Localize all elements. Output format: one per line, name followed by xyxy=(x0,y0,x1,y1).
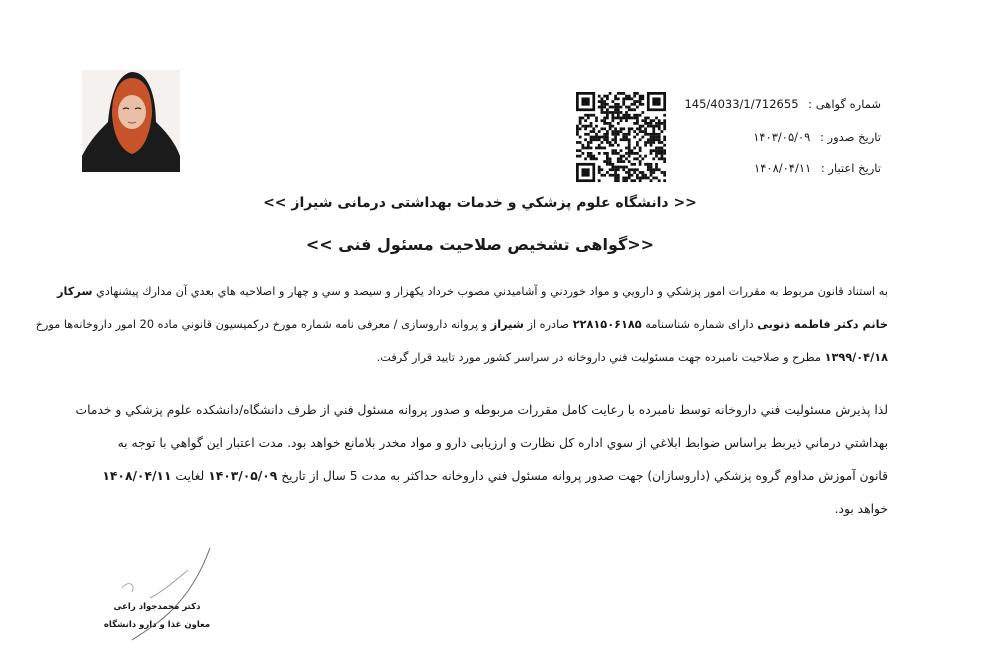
p2-l3-text: قانون آموزش مداوم گروه پزشكي (داروسازان) جهت صدور پروانه مسئول فني داروخانه حداكثر به مدت 5 سال از تاریخ xyxy=(281,469,888,483)
applicant-photo xyxy=(82,70,180,172)
commission-date: ۱۳۹۹/۰۴/۱۸ xyxy=(824,351,888,364)
certificate-number-value: 145/4033/1/712655 xyxy=(684,97,799,111)
signature-block xyxy=(92,540,222,645)
paragraph-1-line-3 xyxy=(70,341,888,374)
signer-role: معاون غذا و دارو دانشگاه xyxy=(103,620,211,630)
issue-date-value: ۱۴۰۳/۰۵/۰۹ xyxy=(753,130,811,144)
p1-l3-text: مطرح و صلاحيت نامبرده جهت مسئوليت فني داروخانه در سراسر كشور مورد تاييد قرار گرفت. xyxy=(376,351,821,364)
validity-date-label: تاريخ اعتبار : xyxy=(820,161,881,175)
paragraph-2-line-4: خواهد بود. xyxy=(834,502,888,516)
paragraph-1-line-2 xyxy=(35,308,888,341)
certificate-title: <<گواهی تشخیص صلاحیت مسئول فنی >> xyxy=(305,235,655,254)
certificate-number-row xyxy=(561,97,881,111)
validity-date-value: ۱۴۰۸/۰۴/۱۱ xyxy=(754,161,812,175)
issue-date-label: تاريخ صدور : xyxy=(820,130,881,144)
university-heading: << دانشگاه علوم پزشكي و خدمات بهداشتی درمانی شیراز >> xyxy=(263,195,697,211)
paragraph-2-line-1: لذا پذيرش مسئوليت فني داروخانه توسط نامبرده با رعايت كامل مقررات مربوطه و صدور پروانه مسئول فني از طرف دانشگاه/دانشكده علوم پزشكي و خدمات xyxy=(75,403,888,417)
p1-l2-text-f: و پروانه داروسازی / معرفی نامه شماره مورخ دركميسيون قانوني ماده 20 امور داروخانه‌ها مورخ xyxy=(35,318,488,331)
applicant-name: خانم دكتر فاطمه ذنوبی xyxy=(757,318,888,331)
validity-date-row xyxy=(561,161,881,175)
p2-l3-until: لغایت xyxy=(175,469,205,483)
validity-end-date: ۱۴۰۸/۰۴/۱۱ xyxy=(102,469,172,483)
certificate-number-label: شماره گواهی : xyxy=(808,97,881,111)
issued-city: شیراز xyxy=(490,318,524,331)
paragraph-1 xyxy=(35,275,888,374)
validity-start-date: ۱۴۰۳/۰۵/۰۹ xyxy=(208,469,278,483)
issue-date-row xyxy=(561,130,881,144)
national-id: ۲۲۸۱۵۰۶۱۸۵ xyxy=(572,318,642,331)
paragraph-2-line-2: بهداشتي درماني ذيربط براساس ضوابط ابلاغي از سوي اداره كل نظارت و ارزيابی دارو و مواد مخدر بلامانع خواهد بود. مدت اعتبار اين گواهي با توجه به xyxy=(117,436,888,450)
paragraph-2-line-3 xyxy=(70,460,888,493)
p1-l2-text-b: دارای شماره شناسنامه xyxy=(645,318,754,331)
signer-name: دكتر محمدجواد راعی xyxy=(113,602,201,612)
paragraph-1-line-1 xyxy=(57,275,888,308)
p1-l1-text: به استناد قانون مربوط به مقررات امور پزشكي و دارويي و مواد خوردني و آشاميدني مصوب خرداد يكهزار و سيصد و سي و چهار و اصلاحيه هاي بعدي آن مدارك پيشنهادي xyxy=(96,285,888,298)
p1-l1-bold: سركار xyxy=(57,285,93,298)
p1-l2-text-d: صادره از xyxy=(527,318,570,331)
paragraph-2 xyxy=(70,394,888,526)
